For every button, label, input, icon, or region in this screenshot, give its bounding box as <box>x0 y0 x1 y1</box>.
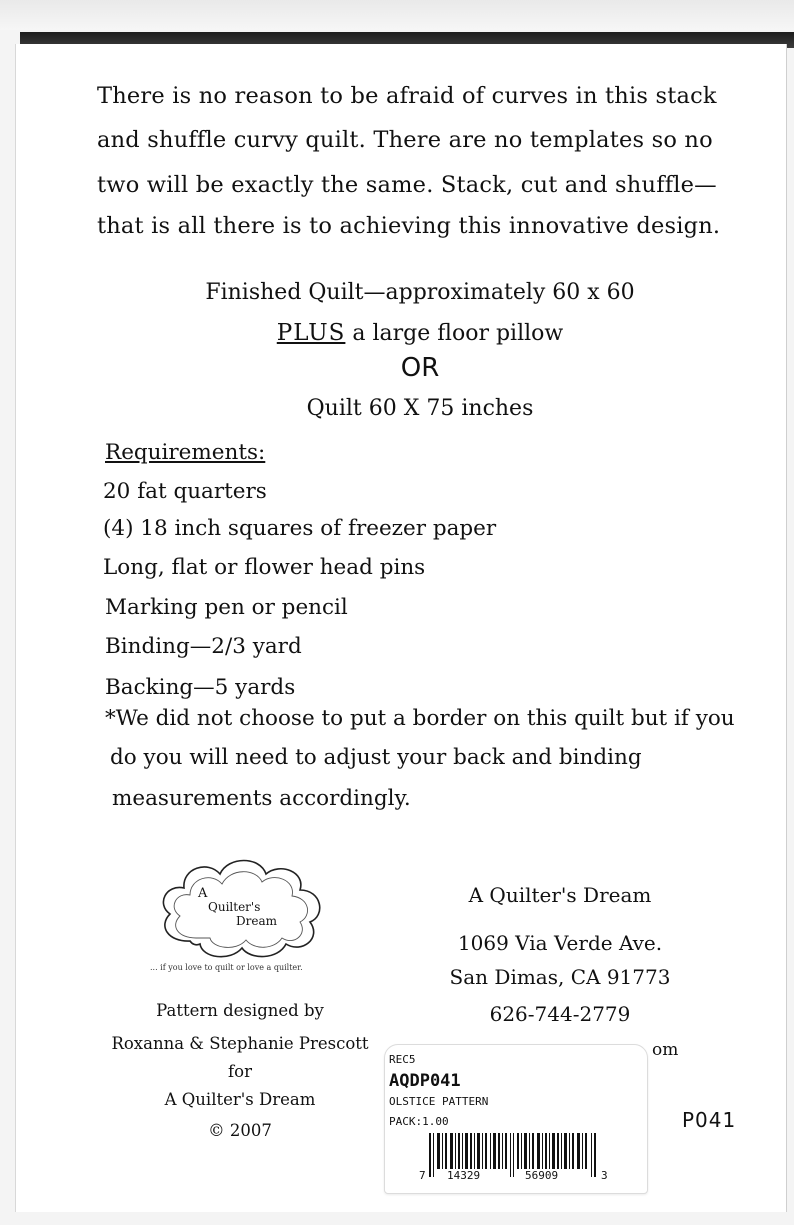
credit-line-2: Roxanna & Stephanie Prescott <box>111 1034 369 1053</box>
sticker-sku: AQDP041 <box>389 1071 461 1091</box>
copyright-line: © 2007 <box>208 1121 272 1140</box>
company-name: A Quilter's Dream <box>468 883 652 907</box>
price-sticker <box>384 1044 648 1194</box>
requirement-item: 20 fat quarters <box>103 479 267 504</box>
logo-line-1: A <box>198 886 208 901</box>
alt-size-line: Quilt 60 X 75 inches <box>306 396 534 421</box>
requirement-item: Binding—2/3 yard <box>105 634 302 659</box>
logo-line-2: Quilter's <box>208 900 261 914</box>
credit-line-4: A Quilter's Dream <box>164 1090 316 1109</box>
requirement-item: Marking pen or pencil <box>105 595 348 620</box>
plus-rest: a large floor pillow <box>345 321 564 346</box>
requirement-item: Long, flat or flower head pins <box>103 555 426 580</box>
border-note-line-2: do you will need to adjust your back and binding <box>110 745 642 770</box>
plus-line <box>0 320 794 346</box>
barcode-digits-group-1: 14329 <box>447 1169 481 1182</box>
credit-line-3: for <box>228 1062 252 1081</box>
barcode-digit-right: 3 <box>601 1169 608 1182</box>
intro-line-4: that is all there is to achieving this innovative design. <box>97 213 721 239</box>
requirement-item: Backing—5 yards <box>105 675 296 700</box>
intro-line-1: There is no reason to be afraid of curves in this stack <box>97 83 717 109</box>
credit-line-1: Pattern designed by <box>156 1001 324 1020</box>
quilters-dream-logo <box>150 846 340 976</box>
logo-tagline: ... if you love to quilt or love a quilter. <box>150 963 303 972</box>
finished-size-line: Finished Quilt—approximately 60 x 60 <box>205 280 635 305</box>
pattern-code: P041 <box>682 1108 737 1132</box>
border-note-line-3: measurements accordingly. <box>112 786 411 811</box>
barcode-digits-group-2: 56909 <box>525 1169 559 1182</box>
barcode-digit-left: 7 <box>419 1169 426 1182</box>
sticker-pack: PACK:1.00 <box>389 1115 449 1128</box>
intro-line-3: two will be exactly the same. Stack, cut and shuffle— <box>97 172 717 198</box>
or-word: OR <box>400 353 440 383</box>
phone-number: 626-744-2779 <box>489 1002 631 1026</box>
street-address: 1069 Via Verde Ave. <box>457 931 663 955</box>
city-address: San Dimas, CA 91773 <box>449 965 671 989</box>
sticker-line-1: REC5 <box>389 1053 416 1066</box>
website-fragment: om <box>652 1040 679 1060</box>
requirements-heading: Requirements: <box>105 440 266 465</box>
border-note-line-1: *We did not choose to put a border on this quilt but if you <box>105 706 735 731</box>
logo-line-3: Dream <box>236 914 277 928</box>
plus-word: PLUS <box>276 320 346 346</box>
intro-line-2: and shuffle curvy quilt. There are no templates so no <box>97 127 713 153</box>
requirement-item: (4) 18 inch squares of freezer paper <box>103 516 497 541</box>
top-edge <box>0 0 794 30</box>
sticker-description: OLSTICE PATTERN <box>389 1095 489 1108</box>
